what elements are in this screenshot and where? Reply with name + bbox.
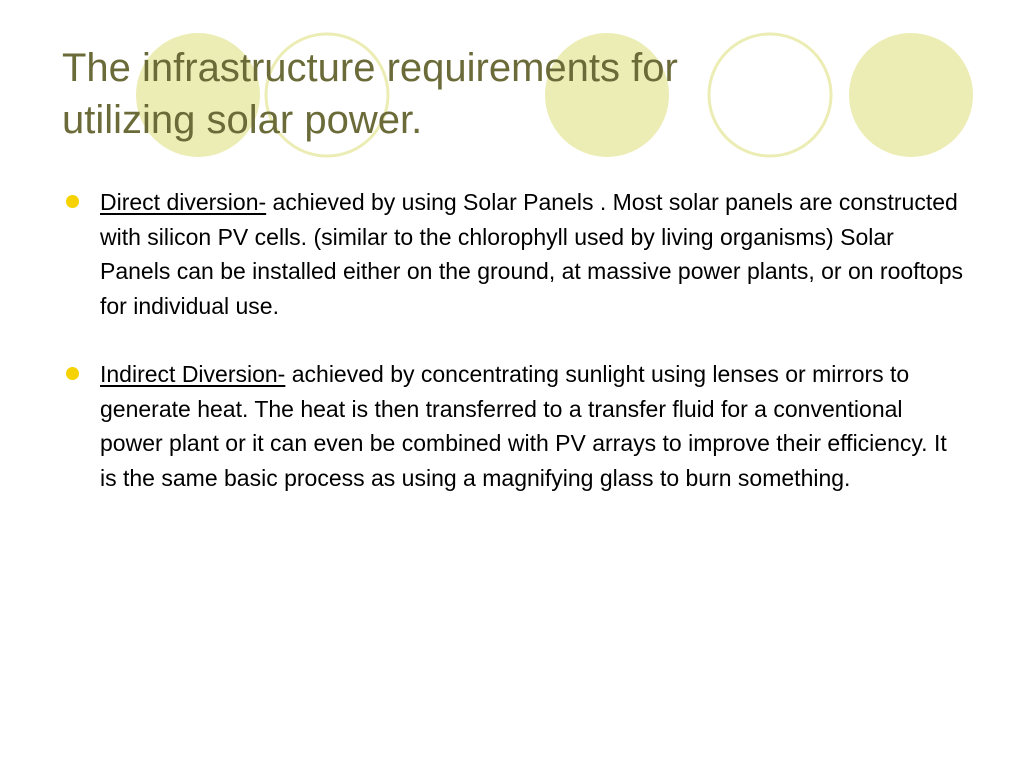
slide-title-line-2: utilizing solar power.	[62, 98, 423, 142]
bullet-term: Direct diversion-	[100, 189, 267, 215]
bullet-list	[66, 185, 966, 529]
bullet-item-direct-diversion	[66, 185, 966, 323]
bullet-item-indirect-diversion	[66, 357, 966, 495]
slide-title	[62, 42, 882, 146]
bullet-text: achieved by using Solar Panels . Most solar panels are constructed with silicon PV cells. (similar to the chlorophyll used by living organisms) Solar Panels can be installed either on the ground, at massive power plants, or on rooftops for individual use.	[100, 189, 964, 319]
slide-title-line-1: The infrastructure requirements for	[62, 46, 678, 90]
bullet-text: achieved by concentrating sunlight using lenses or mirrors to generate heat. The heat is then transferred to a transfer fluid for a conventional power plant or it can even be combined with PV arrays to improve their efficiency. It is the same basic process as using a magnifying glass to burn something.	[100, 361, 947, 491]
bullet-term: Indirect Diversion-	[100, 361, 286, 387]
bullet-dot-icon	[66, 195, 79, 208]
bullet-dot-icon	[66, 367, 79, 380]
